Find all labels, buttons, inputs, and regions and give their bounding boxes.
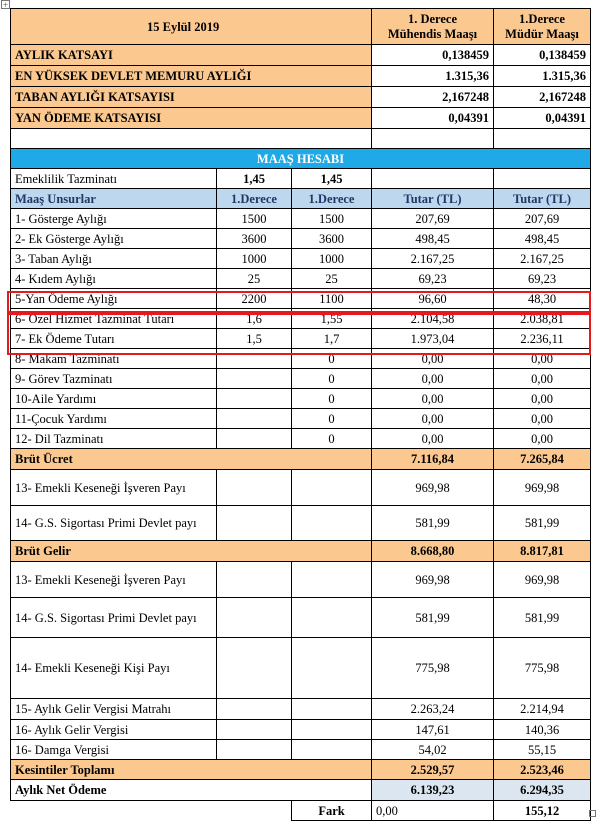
- item-degree-2: 0: [292, 389, 372, 409]
- empty-cell: [217, 470, 292, 506]
- item-degree-2: 0: [292, 369, 372, 389]
- col-header-label: Maaş Unsurlar: [11, 189, 217, 209]
- row-label: 14- G.S. Sigortası Primi Devlet payı: [11, 598, 217, 638]
- item-amount-1: 96,60: [372, 289, 494, 309]
- empty-cell: [217, 720, 292, 740]
- item-degree-1: [217, 429, 292, 449]
- item-label: 7- Ek Ödeme Tutarı: [11, 329, 217, 349]
- item-amount-2: 2.038,81: [494, 309, 591, 329]
- fark-value-1: 0,00: [372, 801, 494, 821]
- coef-row: [11, 87, 591, 108]
- col-header-amount-2: Tutar (TL): [494, 189, 591, 209]
- empty-cell: [292, 598, 372, 638]
- table-row: [11, 309, 591, 329]
- row-amount-2: 581,99: [494, 506, 591, 541]
- item-degree-2: 0: [292, 409, 372, 429]
- empty-cell: [217, 699, 292, 720]
- item-label: 9- Görev Tazminatı: [11, 369, 217, 389]
- empty-cell: [217, 562, 292, 598]
- item-degree-2: 0: [292, 429, 372, 449]
- table-row: [11, 470, 591, 506]
- fark-blank: [11, 801, 292, 821]
- item-degree-1: [217, 389, 292, 409]
- item-label: 6- Özel Hizmet Tazminat Tutarı: [11, 309, 217, 329]
- item-amount-2: 0,00: [494, 429, 591, 449]
- section-title: MAAŞ HESABI: [11, 149, 591, 169]
- item-label: 4- Kıdem Aylığı: [11, 269, 217, 289]
- resize-handle-icon[interactable]: [589, 810, 596, 817]
- table-row: [11, 429, 591, 449]
- item-degree-1: 25: [217, 269, 292, 289]
- item-label: 2- Ek Gösterge Aylığı: [11, 229, 217, 249]
- manager-header: [494, 9, 591, 45]
- date-cell: 15 Eylül 2019: [11, 9, 372, 45]
- coef-value-1: 0,04391: [372, 108, 494, 129]
- item-amount-2: 2.236,11: [494, 329, 591, 349]
- item-degree-2: 1,7: [292, 329, 372, 349]
- coef-row: [11, 66, 591, 87]
- item-degree-2: 1100: [292, 289, 372, 309]
- item-degree-1: 3600: [217, 229, 292, 249]
- table-row: [11, 740, 591, 760]
- net-row: [11, 780, 591, 801]
- empty-cell: [217, 598, 292, 638]
- group3-body: [11, 699, 591, 760]
- item-amount-1: 0,00: [372, 429, 494, 449]
- row-label: 13- Emekli Keseneği İşveren Payı: [11, 562, 217, 598]
- engineer-header-line2: Mühendis Maaşı: [387, 26, 478, 41]
- kesintiler-value-2: 2.523,46: [494, 760, 591, 780]
- row-amount-1: 581,99: [372, 598, 494, 638]
- items-body: [11, 209, 591, 449]
- move-handle-icon[interactable]: +: [2, 0, 9, 10]
- group1-body: [11, 470, 591, 541]
- coef-row: [11, 45, 591, 66]
- salary-table: [10, 8, 591, 821]
- table-row: [11, 209, 591, 229]
- fark-row: [11, 801, 591, 821]
- brut-gelir-value-2: 8.817,81: [494, 541, 591, 562]
- manager-header-line2: Müdür Maaşı: [505, 26, 579, 41]
- row-amount-1: 581,99: [372, 506, 494, 541]
- section-title-row: [11, 149, 591, 169]
- brut-gelir-label: Brüt Gelir: [11, 541, 372, 562]
- table-row: [11, 349, 591, 369]
- kesintiler-value-1: 2.529,57: [372, 760, 494, 780]
- item-degree-2: 1500: [292, 209, 372, 229]
- row-amount-2: 581,99: [494, 598, 591, 638]
- row-amount-1: 969,98: [372, 562, 494, 598]
- emeklilik-value-1: 1,45: [217, 169, 292, 189]
- item-label: 5-Yan Ödeme Aylığı: [11, 289, 217, 309]
- coef-value-1: 0,138459: [372, 45, 494, 66]
- table-row: [11, 229, 591, 249]
- brut-ucret-row: [11, 449, 591, 470]
- item-degree-1: 1,5: [217, 329, 292, 349]
- col-header-degree-1: 1.Derece: [217, 189, 292, 209]
- table-row: [11, 598, 591, 638]
- row-label: 13- Emekli Keseneği İşveren Payı: [11, 470, 217, 506]
- item-amount-2: 0,00: [494, 349, 591, 369]
- item-amount-1: 207,69: [372, 209, 494, 229]
- spacer-cell: [494, 129, 591, 149]
- row-label: 15- Aylık Gelir Vergisi Matrahı: [11, 699, 217, 720]
- empty-cell: [217, 638, 292, 699]
- item-degree-1: 1500: [217, 209, 292, 229]
- empty-cell: [292, 740, 372, 760]
- empty-cell: [494, 169, 591, 189]
- net-value-2: 6.294,35: [494, 780, 591, 801]
- kesintiler-row: [11, 760, 591, 780]
- item-amount-1: 1.973,04: [372, 329, 494, 349]
- row-amount-1: 147,61: [372, 720, 494, 740]
- row-amount-1: 969,98: [372, 470, 494, 506]
- emeklilik-row: [11, 169, 591, 189]
- table-row: [11, 269, 591, 289]
- coef-value-2: 0,04391: [494, 108, 591, 129]
- item-amount-2: 69,23: [494, 269, 591, 289]
- item-amount-1: 0,00: [372, 369, 494, 389]
- item-degree-2: 1000: [292, 249, 372, 269]
- item-degree-1: [217, 349, 292, 369]
- row-amount-1: 54,02: [372, 740, 494, 760]
- fark-label: Fark: [292, 801, 372, 821]
- table-row: [11, 506, 591, 541]
- table-row: [11, 699, 591, 720]
- item-degree-1: [217, 369, 292, 389]
- empty-cell: [292, 720, 372, 740]
- item-amount-1: 69,23: [372, 269, 494, 289]
- row-label: 16- Damga Vergisi: [11, 740, 217, 760]
- coef-label: EN YÜKSEK DEVLET MEMURU AYLIĞI: [11, 66, 372, 87]
- manager-header-line1: 1.Derece: [519, 11, 565, 26]
- table-row: [11, 289, 591, 309]
- row-amount-2: 775,98: [494, 638, 591, 699]
- kesintiler-label: Kesintiler Toplamı: [11, 760, 372, 780]
- empty-cell: [292, 506, 372, 541]
- item-amount-1: 0,00: [372, 349, 494, 369]
- spacer-row: [11, 129, 591, 149]
- item-amount-1: 2.167,25: [372, 249, 494, 269]
- item-label: 8- Makam Tazminatı: [11, 349, 217, 369]
- item-amount-1: 2.104,58: [372, 309, 494, 329]
- empty-cell: [217, 740, 292, 760]
- item-label: 3- Taban Aylığı: [11, 249, 217, 269]
- item-label: 12- Dil Tazminatı: [11, 429, 217, 449]
- item-degree-1: 1000: [217, 249, 292, 269]
- row-label: 14- Emekli Keseneği Kişi Payı: [11, 638, 217, 699]
- item-amount-2: 207,69: [494, 209, 591, 229]
- item-amount-2: 0,00: [494, 389, 591, 409]
- coef-value-1: 1.315,36: [372, 66, 494, 87]
- engineer-header-line1: 1. Derece: [407, 11, 458, 26]
- brut-gelir-row: [11, 541, 591, 562]
- coef-row: [11, 108, 591, 129]
- table-row: [11, 720, 591, 740]
- coef-value-2: 0,138459: [494, 45, 591, 66]
- item-label: 11-Çocuk Yardımı: [11, 409, 217, 429]
- empty-cell: [372, 169, 494, 189]
- empty-cell: [292, 562, 372, 598]
- brut-ucret-value-2: 7.265,84: [494, 449, 591, 470]
- column-header-row: [11, 189, 591, 209]
- item-degree-2: 1,55: [292, 309, 372, 329]
- table-row: [11, 329, 591, 349]
- col-header-amount-1: Tutar (TL): [372, 189, 494, 209]
- emeklilik-label: Emeklilik Tazminatı: [11, 169, 217, 189]
- row-amount-2: 969,98: [494, 470, 591, 506]
- item-degree-1: [217, 409, 292, 429]
- coef-label: TABAN AYLIĞI KATSAYISI: [11, 87, 372, 108]
- item-amount-1: 0,00: [372, 389, 494, 409]
- net-label: Aylık Net Ödeme: [11, 780, 372, 801]
- row-amount-2: 969,98: [494, 562, 591, 598]
- row-label: 14- G.S. Sigortası Primi Devlet payı: [11, 506, 217, 541]
- col-header-degree-2: 1.Derece: [292, 189, 372, 209]
- row-label: 16- Aylık Gelir Vergisi: [11, 720, 217, 740]
- header-row: [11, 9, 591, 45]
- item-amount-2: 498,45: [494, 229, 591, 249]
- table-row: [11, 409, 591, 429]
- coef-value-1: 2,167248: [372, 87, 494, 108]
- brut-ucret-value-1: 7.116,84: [372, 449, 494, 470]
- group2-body: [11, 562, 591, 699]
- item-degree-1: 1,6: [217, 309, 292, 329]
- item-degree-2: 0: [292, 349, 372, 369]
- row-amount-1: 775,98: [372, 638, 494, 699]
- item-degree-1: 2200: [217, 289, 292, 309]
- brut-ucret-label: Brüt Ücret: [11, 449, 372, 470]
- coef-label: AYLIK KATSAYI: [11, 45, 372, 66]
- table-row: [11, 389, 591, 409]
- coef-label: YAN ÖDEME KATSAYISI: [11, 108, 372, 129]
- coef-value-2: 1.315,36: [494, 66, 591, 87]
- fark-value-2: 155,12: [494, 801, 591, 821]
- item-amount-1: 498,45: [372, 229, 494, 249]
- item-amount-2: 2.167,25: [494, 249, 591, 269]
- coef-value-2: 2,167248: [494, 87, 591, 108]
- item-amount-1: 0,00: [372, 409, 494, 429]
- row-amount-2: 55,15: [494, 740, 591, 760]
- table-row: [11, 369, 591, 389]
- net-value-1: 6.139,23: [372, 780, 494, 801]
- empty-cell: [217, 506, 292, 541]
- table-row: [11, 562, 591, 598]
- item-degree-2: 3600: [292, 229, 372, 249]
- spacer-cell: [372, 129, 494, 149]
- item-label: 10-Aile Yardımı: [11, 389, 217, 409]
- item-amount-2: 48,30: [494, 289, 591, 309]
- table-row: [11, 249, 591, 269]
- item-label: 1- Gösterge Aylığı: [11, 209, 217, 229]
- table-row: [11, 638, 591, 699]
- empty-cell: [292, 470, 372, 506]
- item-degree-2: 25: [292, 269, 372, 289]
- spacer-cell: [11, 129, 372, 149]
- empty-cell: [292, 699, 372, 720]
- item-amount-2: 0,00: [494, 369, 591, 389]
- emeklilik-value-2: 1,45: [292, 169, 372, 189]
- empty-cell: [292, 638, 372, 699]
- brut-gelir-value-1: 8.668,80: [372, 541, 494, 562]
- row-amount-2: 2.214,94: [494, 699, 591, 720]
- row-amount-1: 2.263,24: [372, 699, 494, 720]
- item-amount-2: 0,00: [494, 409, 591, 429]
- row-amount-2: 140,36: [494, 720, 591, 740]
- engineer-header: [372, 9, 494, 45]
